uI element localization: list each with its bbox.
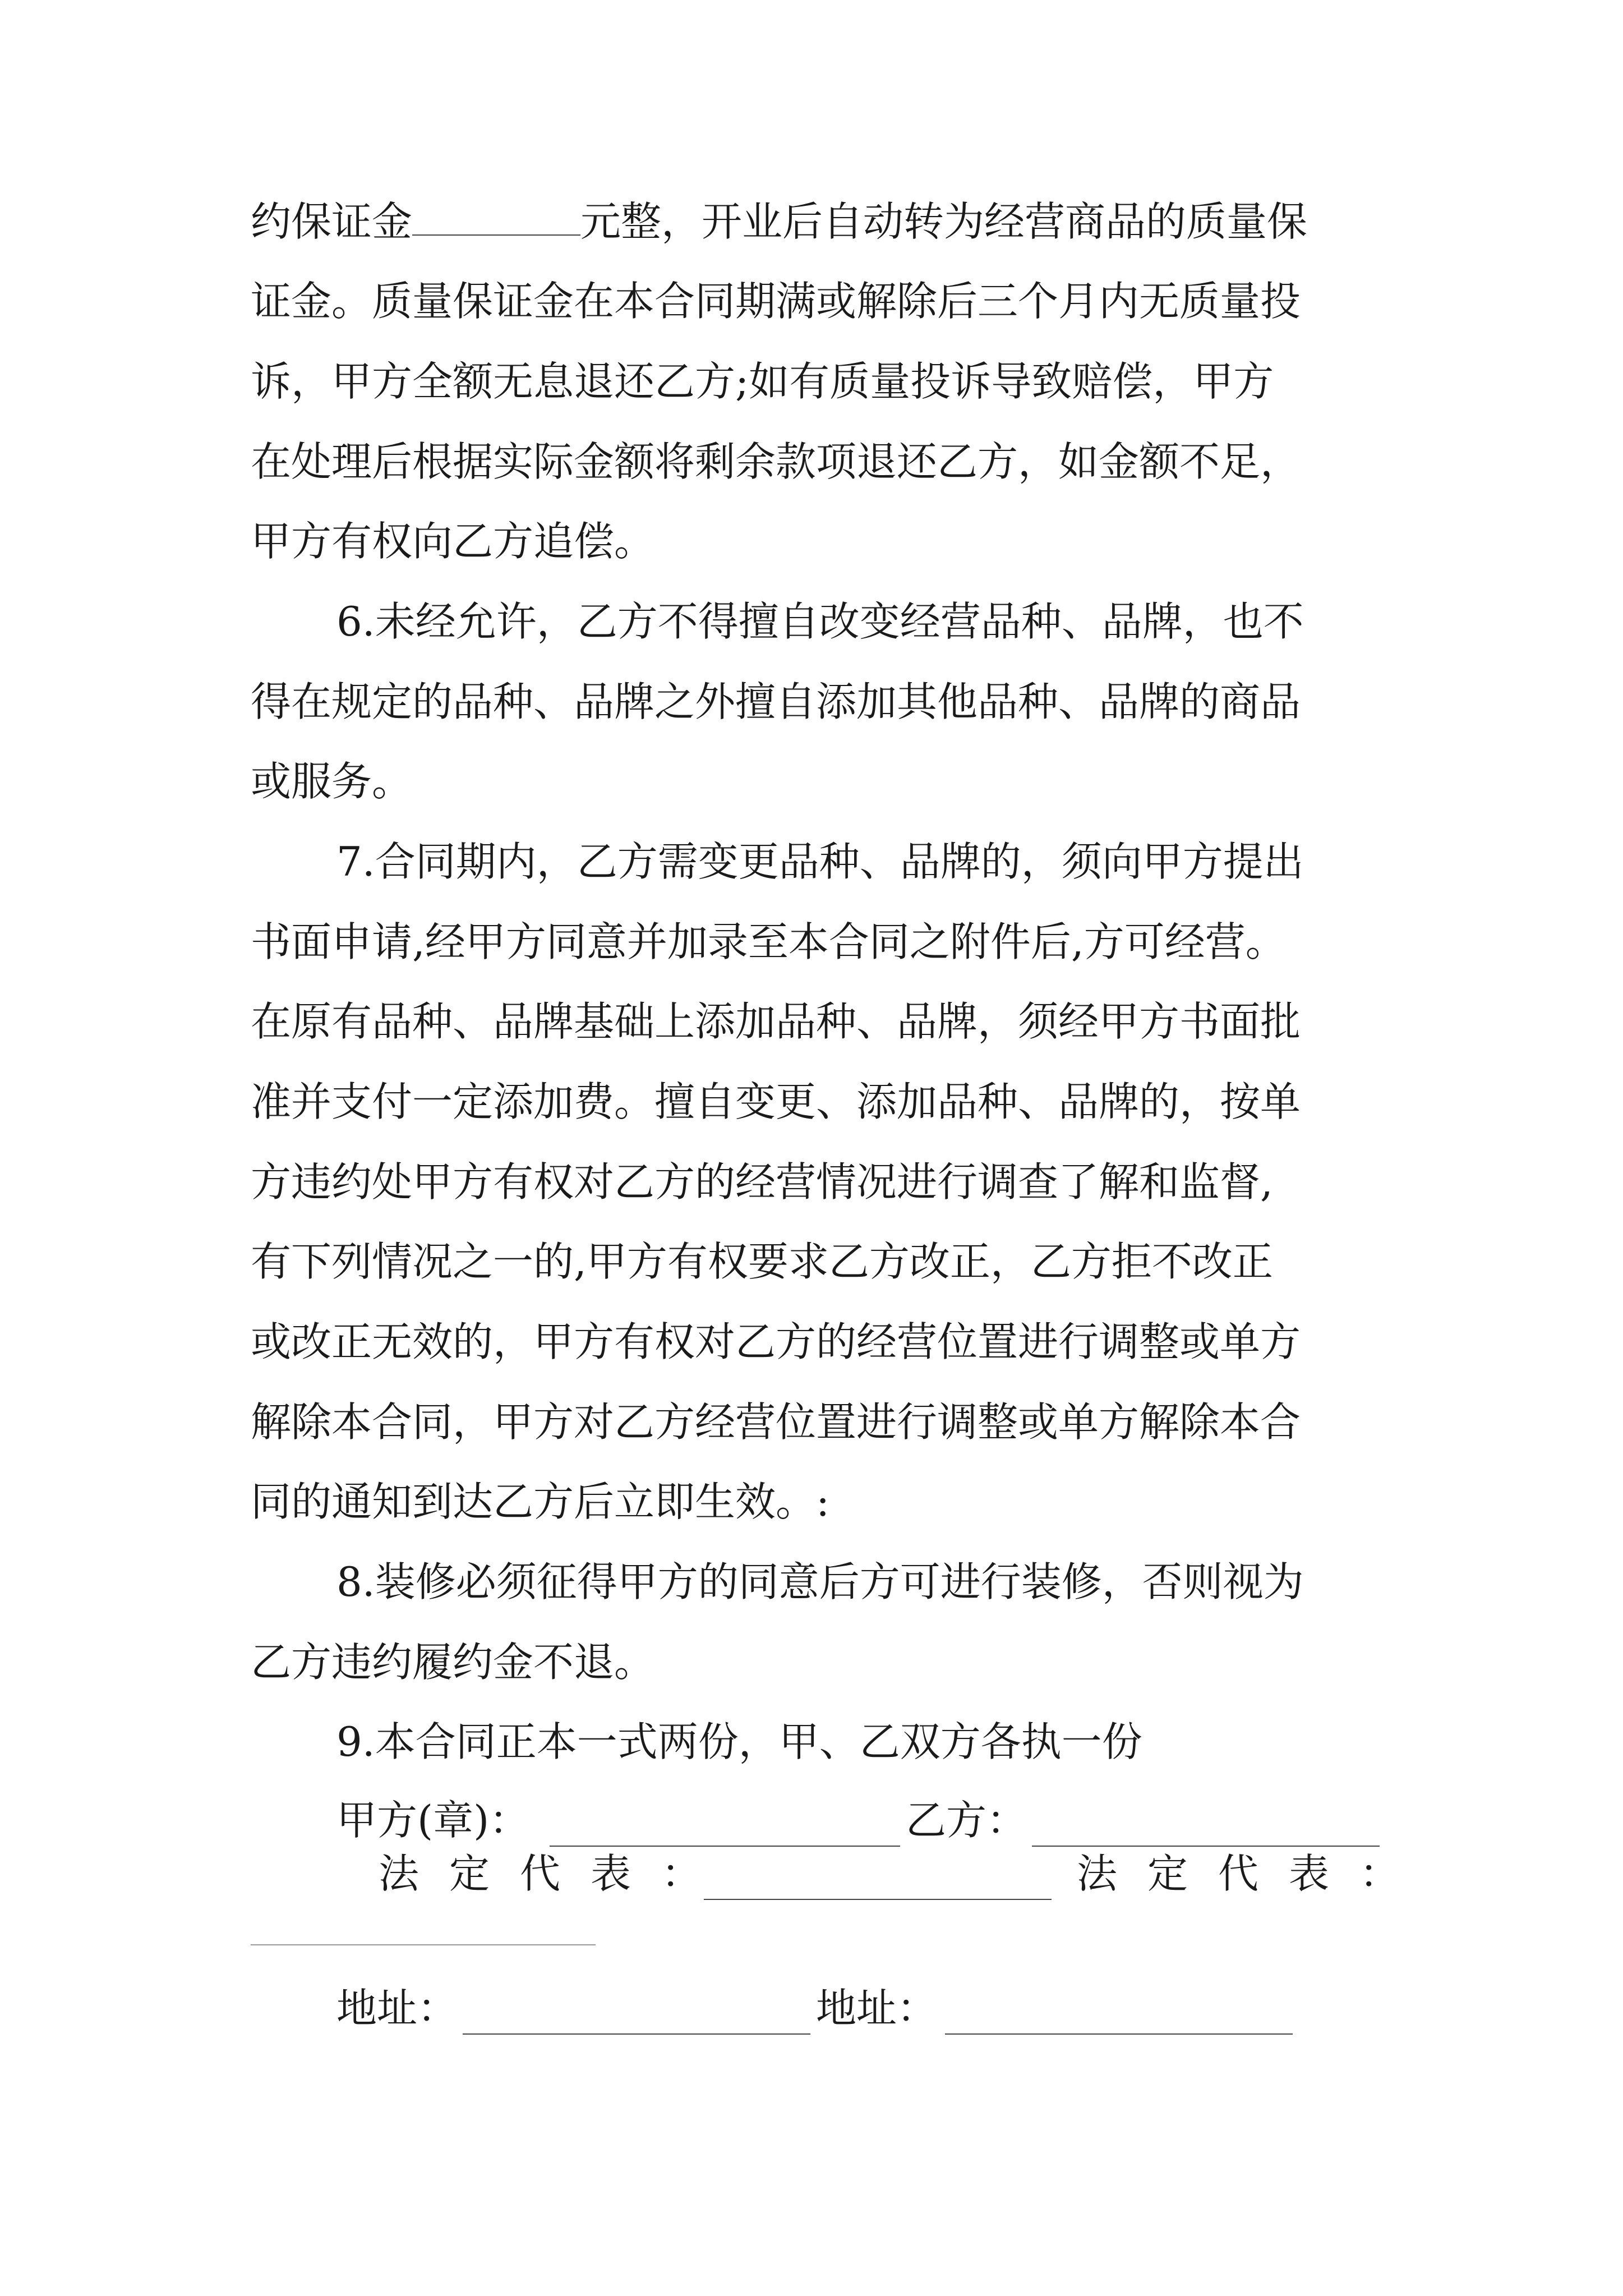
- paragraph-7-line-9: 同的通知到达乙方后立即生效。:: [251, 1478, 830, 1525]
- paragraph-7-line-2: 书面申请,经甲方同意并加录至本合同之附件后,方可经营。: [251, 918, 1286, 965]
- rep-a-label: 法定代表：: [379, 1850, 732, 1897]
- paragraph-5-line-5: 甲方有权向乙方追偿。: [251, 518, 655, 565]
- paragraph-5-line-3: 诉，甲方全额无息退还乙方;如有质量投诉导致赔偿，甲方: [251, 358, 1274, 405]
- paragraph-8-line-1: 8.装修必须征得甲方的同意后方可进行装修，否则视为: [336, 1558, 1304, 1605]
- paragraph-9-line-1: 9.本合同正本一式两份，甲、乙双方各执一份: [336, 1718, 1142, 1765]
- paragraph-7-line-7: 或改正无效的，甲方有权对乙方的经营位置进行调整或单方: [251, 1318, 1301, 1365]
- paragraph-5-line-2: 证金。质量保证金在本合同期满或解除后三个月内无质量投: [251, 278, 1301, 325]
- deposit-amount-blank[interactable]: [412, 194, 580, 236]
- paragraph-7-line-6: 有下列情况之一的,甲方有权要求乙方改正，乙方拒不改正: [251, 1238, 1273, 1285]
- paragraph-7-line-5: 方违约处甲方有权对乙方的经营情况进行调查了解和监督,: [251, 1158, 1273, 1205]
- rep-b-signature-line[interactable]: [251, 1944, 596, 1945]
- paragraph-6-line-1: 6.未经允许，乙方不得擅自改变经营品种、品牌，也不: [336, 598, 1304, 645]
- paragraph-7-line-4: 准并支付一定添加费。擅自变更、添加品种、品牌的，按单: [251, 1078, 1301, 1125]
- paragraph-5-line-1: [251, 194, 1307, 250]
- paragraph-7-line-3: 在原有品种、品牌基础上添加品种、品牌，须经甲方书面批: [251, 998, 1301, 1045]
- paragraph-7-line-8: 解除本合同，甲方对乙方经营位置进行调整或单方解除本合: [251, 1398, 1301, 1446]
- paragraph-5-line-4: 在处理后根据实际金额将剩余款项退还乙方，如金额不足，: [251, 438, 1301, 485]
- rep-b-label: 法定代表：: [1077, 1850, 1431, 1897]
- address-a-line[interactable]: [463, 2033, 810, 2035]
- party-b-label: 乙方：: [906, 1797, 1027, 1844]
- address-b-line[interactable]: [945, 2033, 1293, 2035]
- deposit-suffix: 元整，开业后自动转为经营商品的质量保: [580, 198, 1308, 245]
- deposit-prefix: 约保证金: [251, 198, 413, 245]
- paragraph-7-line-1: 7.合同期内，乙方需变更品种、品牌的，须向甲方提出: [336, 838, 1304, 885]
- party-a-label: 甲方(章)：: [336, 1797, 530, 1844]
- rep-a-signature-line[interactable]: [704, 1899, 1052, 1900]
- paragraph-6-line-2: 得在规定的品种、品牌之外擅自添加其他品种、品牌的商品: [251, 678, 1301, 725]
- paragraph-6-line-3: 或服务。: [251, 758, 413, 805]
- address-b-label: 地址：: [816, 1985, 938, 2032]
- paragraph-8-line-2: 乙方违约履约金不退。: [251, 1639, 655, 1686]
- address-a-label: 地址：: [336, 1985, 458, 2032]
